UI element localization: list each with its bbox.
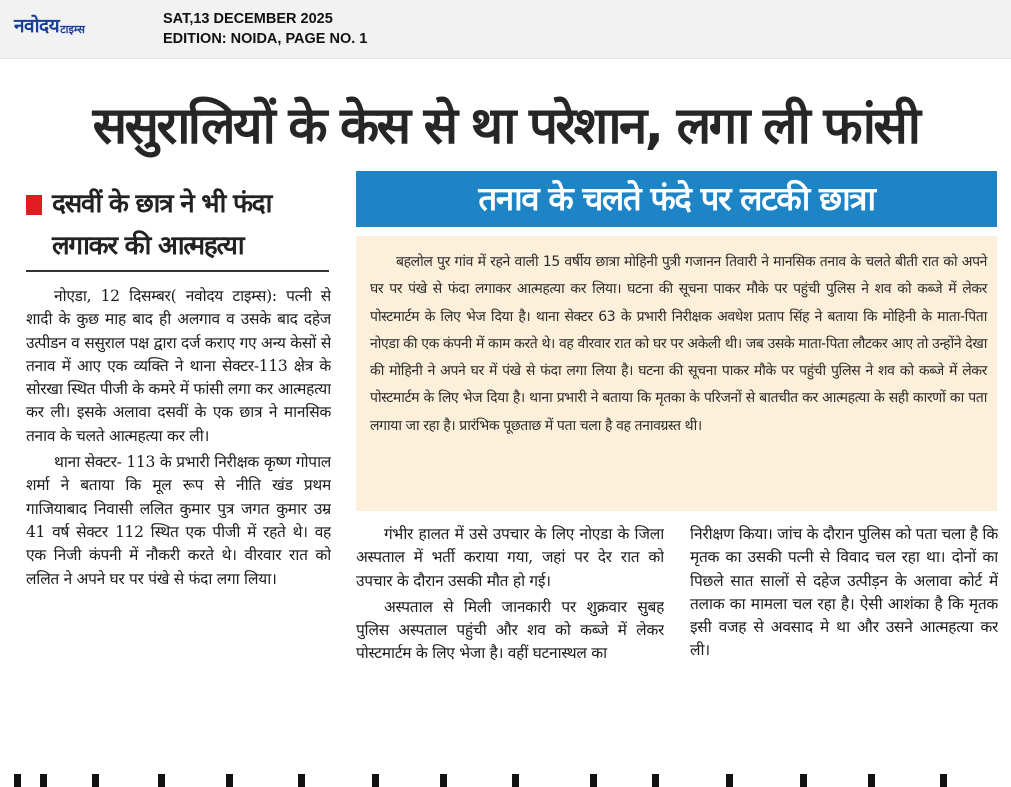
middle-column-article	[356, 523, 664, 751]
highlighted-story-box	[356, 236, 997, 511]
left-subheading-line: लगाकर की आत्महत्या	[52, 231, 244, 261]
left-subheading-rule	[26, 270, 329, 272]
left-subheading-line: दसवीं के छात्र ने भी फंदा	[52, 189, 272, 219]
left-subheading	[52, 183, 337, 267]
red-bullet-icon	[26, 195, 42, 215]
cut-off-next-headline	[0, 768, 1011, 787]
middle-paragraph: अस्पताल से मिली जानकारी पर शुक्रवार सुबह पुलिस अस्पताल पहुंची और शव को कब्जे में लेकर पोस्टमार्टम के लिए भेजा है। वहीं घटनास्थल का	[356, 597, 664, 663]
story-banner-headline: तनाव के चलते फंदे पर लटकी छात्रा	[356, 171, 997, 227]
left-paragraph: नोएडा, 12 दिसम्बर( नवोदय टाइम्स): पत्नी से शादी के कुछ माह बाद ही अलगाव व उसके बाद दहेज उत्पीडन व ससुराल पक्ष द्वारा दर्ज कराए गए अन्य केसों से तनाव में आए एक व्यक्ति ने थाना सेक्टर-113 क्षेत्र के सोरखा स्थित पीजी के कमरे में फांसी लगा कर आत्महत्या कर ली। इसके अलावा दसवीं के एक छात्र ने मानसिक तनाव के चलते आत्महत्या कर ली।	[26, 287, 331, 445]
left-paragraph: थाना सेक्टर- 113 के प्रभारी निरीक्षक कृष्ण गोपाल शर्मा ने बताया कि मूल रूप से नीति खंड प्रथम गाजियाबाद निवासी ललित कुमार पुत्र जगत कुमार उम्र 41 वर्ष सेक्टर 112 स्थित एक पीजी में रहते थे। वह एक निजी कंपनी में नौकरी करते थे। वीरवार रात को ललित ने अपने घर पर पंखे से फंदा लगा लिया।	[26, 453, 331, 588]
newspaper-logo[interactable]	[14, 8, 85, 36]
logo-sub-text: टाइम्स	[60, 23, 85, 36]
edition-info	[163, 9, 367, 49]
epaper-top-bar	[0, 0, 1011, 59]
middle-paragraph: गंभीर हालत में उसे उपचार के लिए नोएडा के जिला अस्पताल में भर्ती कराया गया, जहां पर देर रात को उपचार के दौरान उसकी मौत हो गई।	[356, 525, 664, 590]
date-line: SAT,13 DECEMBER 2025	[163, 11, 333, 27]
main-headline: ससुरालियों के केस से था परेशान, लगा ली फांसी	[92, 97, 919, 156]
right-column-article	[690, 523, 998, 751]
story-box-text: बहलोल पुर गांव में रहने वाली 15 वर्षीय छात्रा मोहिनी पुत्री गजानन तिवारी ने मानसिक तनाव के चलते बीती रात को अपने घर पर पंखे से फंदा लगाकर आत्महत्या कर लिया। घटना की सूचना पाकर मौके पर पहुंची पुलिस ने शव को कब्जे में लेकर पोस्टमार्टम के लिए भेज दिया है। थाना सेक्टर 63 के प्रभारी निरीक्षक अवधेश प्रताप सिंह ने बताया कि मोहिनी के माता-पिता नोएडा की एक कंपनी में काम करते थे। वह वीरवार रात को घर पर अकेली थी। जब उसके माता-पिता लौटकर आए तो उन्होंने देखा की मोहिनी ने अपने घर में पंखे से फंदा लगा लिया है। घटना की सूचना पाकर मौके पर पहुंची पुलिस ने शव को कब्जे में लेकर पोस्टमार्टम के लिए भेज दिया है। थाना प्रभारी ने बताया कि मृतका के परिजनों से बातचीत कर आत्महत्या के सही कारणों का पता लगाया जा रहा है। प्रारंभिक पूछताछ में पता चला है वह तनावग्रस्त थी।	[370, 254, 987, 434]
edition-line: EDITION: NOIDA, PAGE NO. 1	[163, 31, 368, 47]
left-column-article	[26, 285, 331, 755]
logo-main-text: नवोदय	[14, 15, 60, 37]
right-paragraph: निरीक्षण किया। जांच के दौरान पुलिस को पता चला है कि मृतक का उसकी पत्नी से विवाद चल रहा था। दोनों का पिछले सात सालों से दहेज उत्पीड़न के अलावा कोर्ट में तलाक का मामला चल रहा है। ऐसी आशंका है कि मृतक इसी वजह से अवसाद मे था और उसने आत्महत्या कर ली।	[690, 525, 998, 660]
